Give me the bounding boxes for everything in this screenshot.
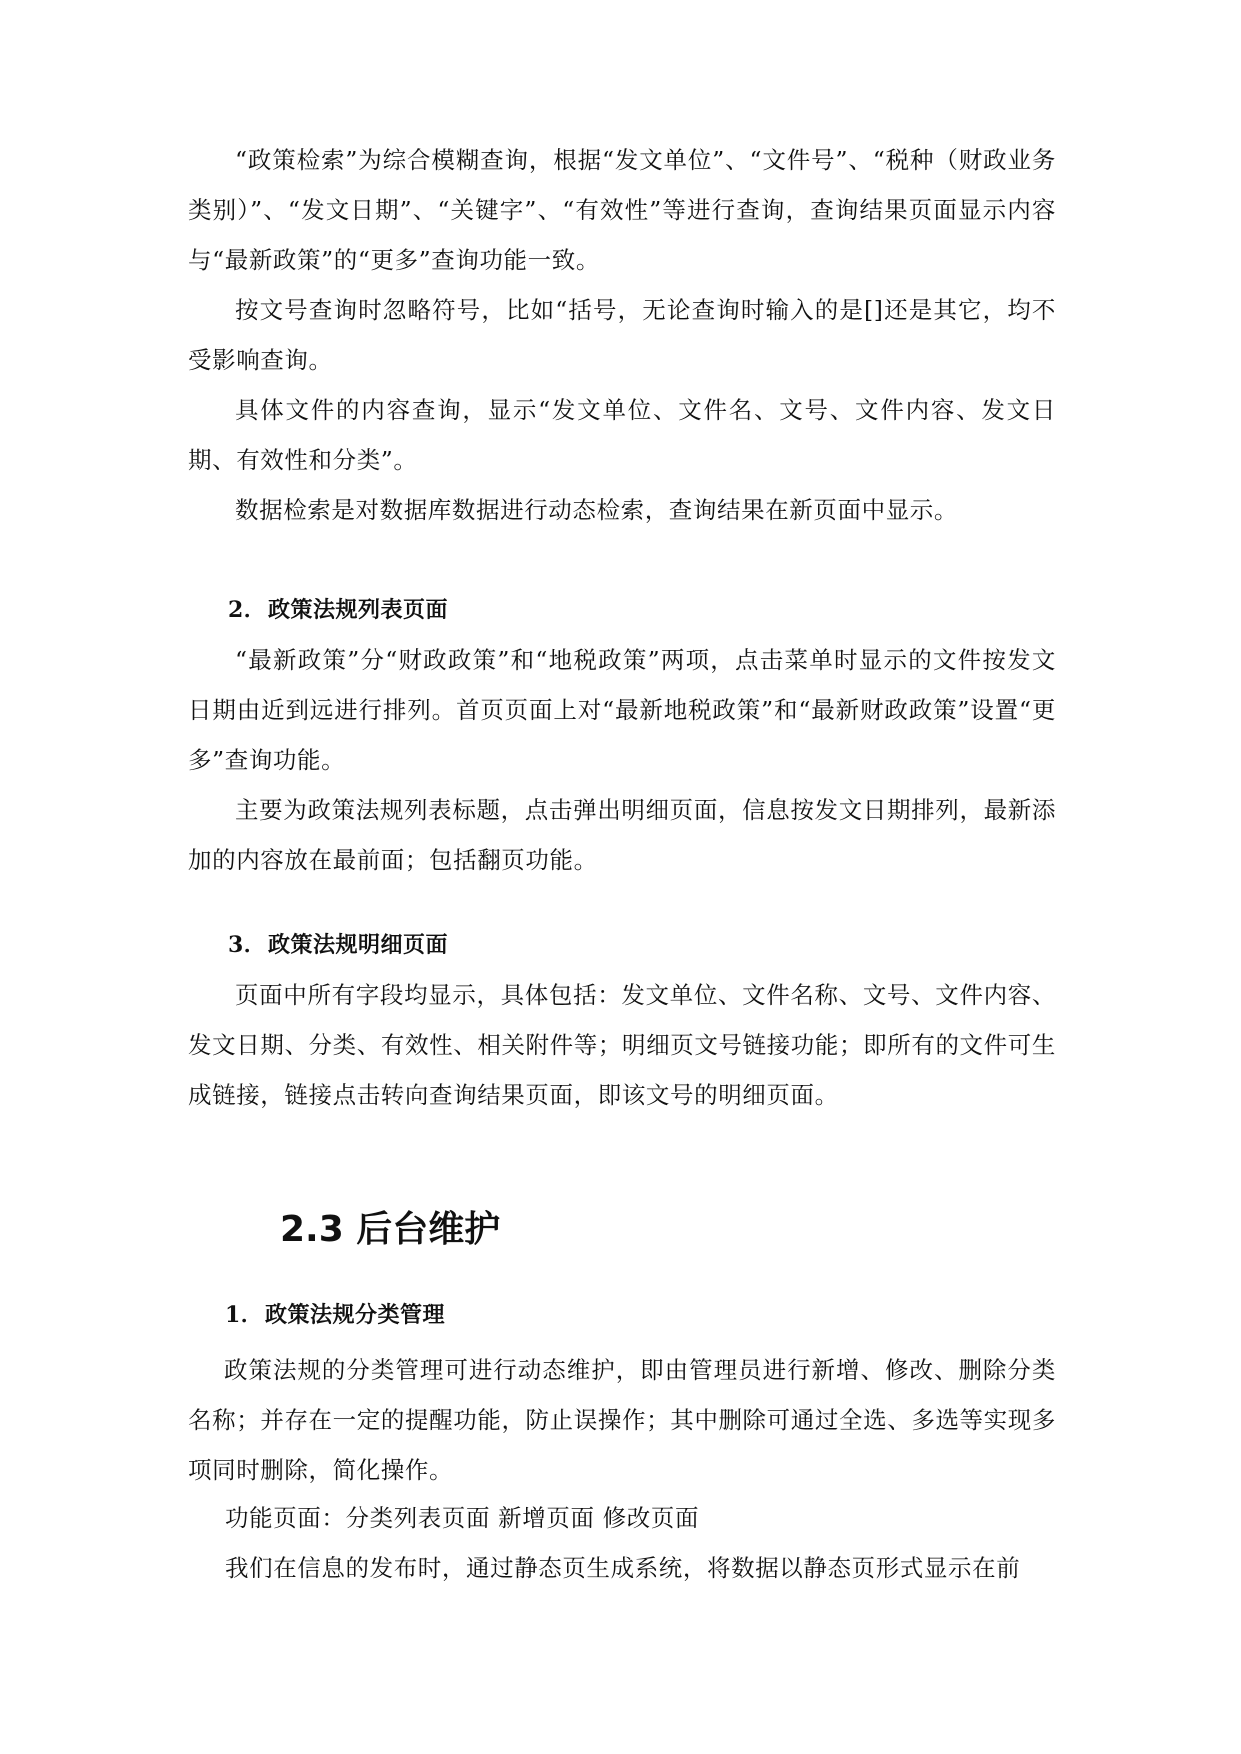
backend-maintenance-heading: 2.3 后台维护	[280, 1209, 501, 1250]
category-management-heading-number: 1．	[225, 1302, 264, 1328]
function-pages-line: 功能页面：分类列表页面 新增页面 修改页面	[225, 1504, 700, 1532]
list-page-heading	[228, 595, 448, 625]
content-query-paragraph: 具体文件的内容查询，显示“发文单位、文件名、文号、文件内容、发文日期、有效性和分类”。	[188, 396, 1056, 474]
detail-page-heading	[228, 930, 448, 960]
list-title-paragraph: 主要为政策法规列表标题，点击弹出明细页面，信息按发文日期排列，最新添加的内容放在最前面；包括翻页功能。	[188, 796, 1056, 874]
latest-policy-paragraph: “最新政策”分“财政政策”和“地税政策”两项，点击菜单时显示的文件按发文日期由近到远进行排列。首页页面上对“最新地税政策”和“最新财政政策”设置“更多”查询功能。	[188, 646, 1056, 774]
search-description-paragraph: “政策检索”为综合模糊查询，根据“发文单位”、“文件号”、“税种（财政业务类别）”、“发文日期”、“关键字”、“有效性”等进行查询，查询结果页面显示内容与“最新政策”的“更多”查询功能一致。	[188, 146, 1056, 274]
data-search-paragraph: 数据检索是对数据库数据进行动态检索，查询结果在新页面中显示。	[235, 496, 958, 524]
list-page-heading-title: 政策法规列表页面	[268, 597, 449, 623]
detail-page-heading-title: 政策法规明细页面	[268, 932, 449, 958]
doc-number-query-paragraph: 按文号查询时忽略符号，比如“括号，无论查询时输入的是[]还是其它，均不受影响查询。	[188, 296, 1056, 374]
detail-page-heading-number: 3．	[228, 932, 267, 958]
static-page-paragraph: 我们在信息的发布时，通过静态页生成系统，将数据以静态页形式显示在前	[225, 1554, 1021, 1582]
detail-fields-paragraph: 页面中所有字段均显示，具体包括：发文单位、文件名称、文号、文件内容、发文日期、分类、有效性、相关附件等；明细页文号链接功能；即所有的文件可生成链接，链接点击转向查询结果页面，即该文号的明细页面。	[188, 981, 1056, 1109]
list-page-heading-number: 2．	[228, 597, 267, 623]
category-management-paragraph: 政策法规的分类管理可进行动态维护，即由管理员进行新增、修改、删除分类名称；并存在一定的提醒功能，防止误操作；其中删除可通过全选、多选等实现多项同时删除，简化操作。	[188, 1356, 1056, 1484]
category-management-heading	[225, 1300, 445, 1330]
category-management-heading-title: 政策法规分类管理	[265, 1302, 446, 1328]
